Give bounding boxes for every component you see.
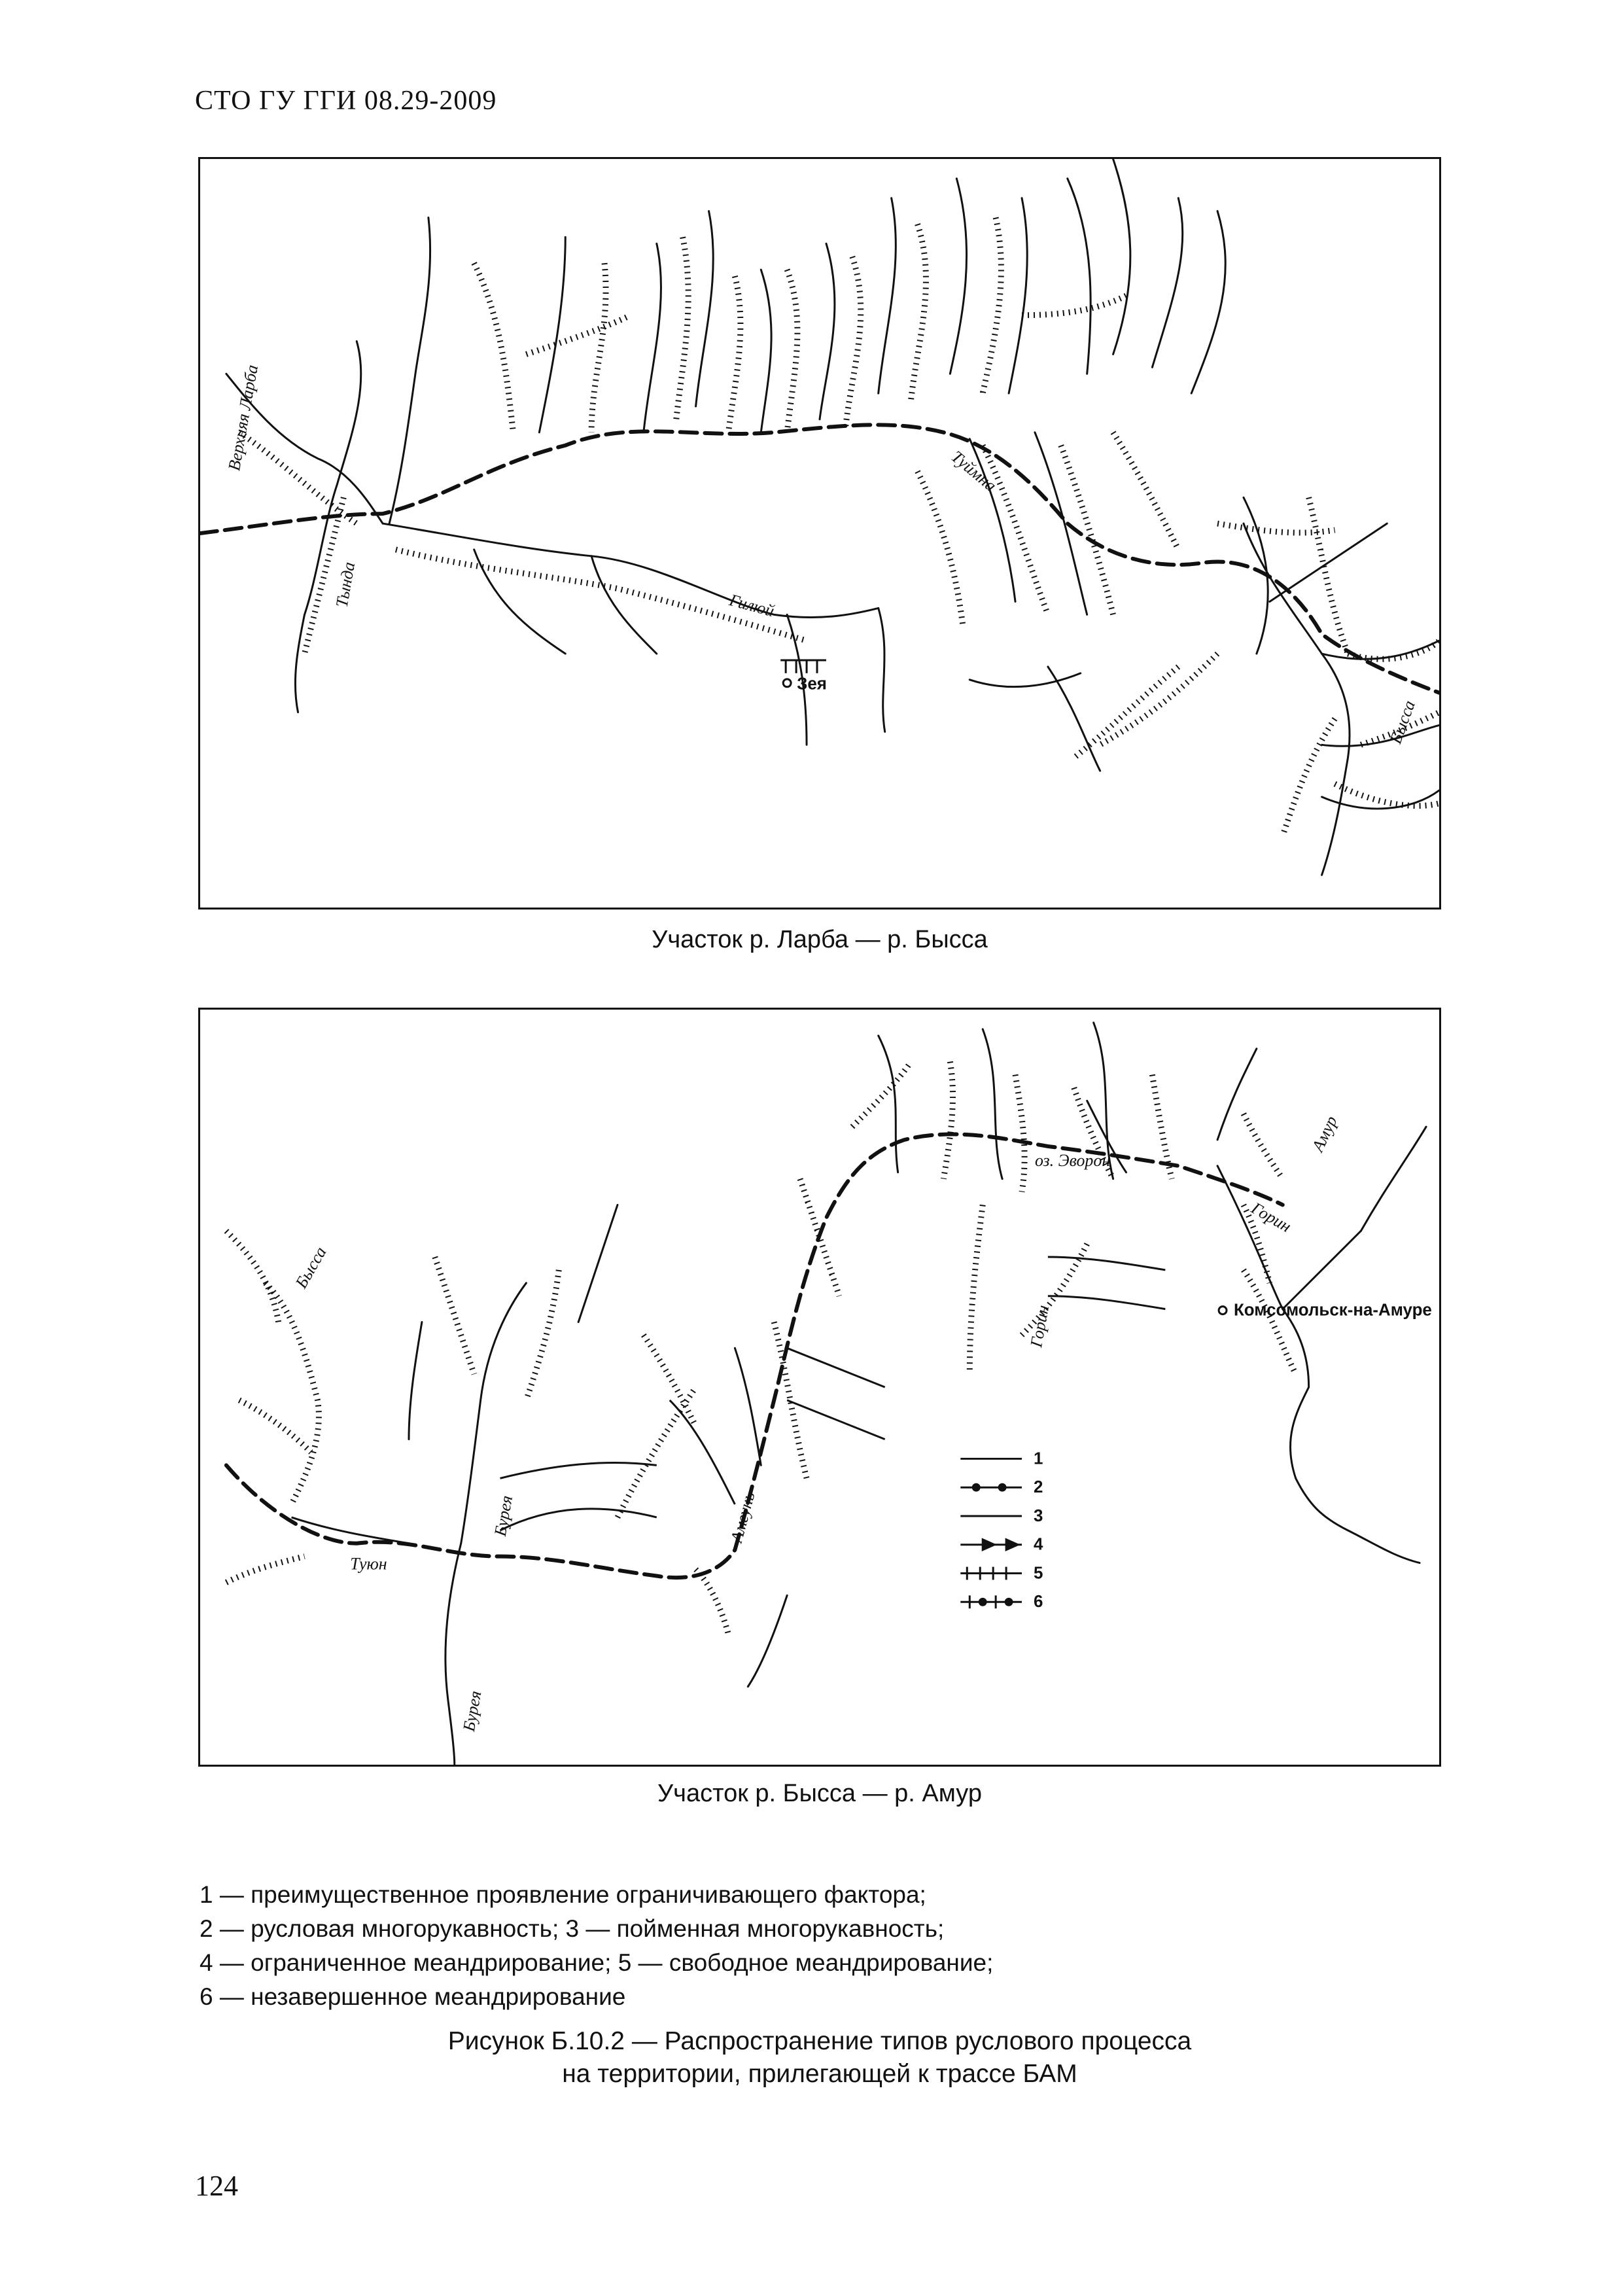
- label-bureya-upper: Бурея: [490, 1494, 517, 1538]
- legend-line-1: 1 — преимущественное проявление ограничивающего фактора;: [200, 1881, 926, 1908]
- legend-number-6: 6: [1033, 1593, 1043, 1612]
- figure-caption-line-2: на территории, прилегающей к трассе БАМ: [562, 2060, 1077, 2088]
- legend-number-2: 2: [1033, 1478, 1043, 1497]
- label-zeya: Зея: [797, 675, 827, 694]
- legend-line-3: 4 — ограниченное меандрирование; 5 — свободное меандрирование;: [200, 1949, 994, 1976]
- map1-drawing: [200, 159, 1439, 908]
- komsomolsk-city-marker: [1219, 1307, 1227, 1315]
- map1-caption: Участок р. Ларба — р. Бысса: [652, 926, 988, 953]
- legend-text: [200, 1878, 993, 2014]
- label-verkhnyaya-larba: Верхняя Ларба: [224, 363, 262, 472]
- label-gorin-left: Горин: [1026, 1303, 1053, 1349]
- label-lake-evoron: оз. Эворон: [1034, 1150, 1111, 1170]
- label-amur: Амур: [1308, 1113, 1341, 1155]
- legend-line-4: 6 — незавершенное меандрирование: [200, 1983, 626, 2010]
- label-byssa-map1: Бысса: [1386, 698, 1420, 747]
- page-number: 124: [195, 2170, 238, 2202]
- label-byssa-map2: Бысса: [291, 1243, 330, 1292]
- label-tuyun: Туюн: [350, 1554, 387, 1574]
- legend-number-4: 4: [1033, 1535, 1043, 1554]
- legend-number-3: 3: [1033, 1506, 1043, 1525]
- label-amgun: Амгунь: [727, 1490, 759, 1545]
- label-bureya-lower: Бурея: [459, 1689, 485, 1733]
- label-gilyuy: Гилюй: [727, 590, 777, 621]
- label-tuymna: Туймна: [947, 446, 1000, 495]
- figure-caption-line-1: Рисунок Б.10.2 — Распространение типов руслового процесса: [447, 2027, 1192, 2055]
- label-tynda: Тында: [332, 560, 359, 609]
- map2-caption: Участок р. Бысса — р. Амур: [657, 1780, 982, 1807]
- map-larba-byssa: [198, 157, 1441, 910]
- legend-line-2: 2 — русловая многорукавность; 3 — пойменная многорукавность;: [200, 1915, 945, 1942]
- legend-number-5: 5: [1033, 1564, 1043, 1583]
- label-komsomolsk-na-amure: Комсомольск-на-Амуре: [1233, 1301, 1432, 1320]
- legend-number-1: 1: [1033, 1449, 1043, 1468]
- label-gorin-right: Горин: [1248, 1198, 1295, 1237]
- map-byssa-amur: [198, 1008, 1441, 1767]
- map2-drawing: [200, 1010, 1439, 1765]
- figure-caption: [198, 2025, 1441, 2091]
- map-legend-symbols: [960, 1458, 1022, 1608]
- document-code: СТО ГУ ГГИ 08.29-2009: [195, 86, 497, 116]
